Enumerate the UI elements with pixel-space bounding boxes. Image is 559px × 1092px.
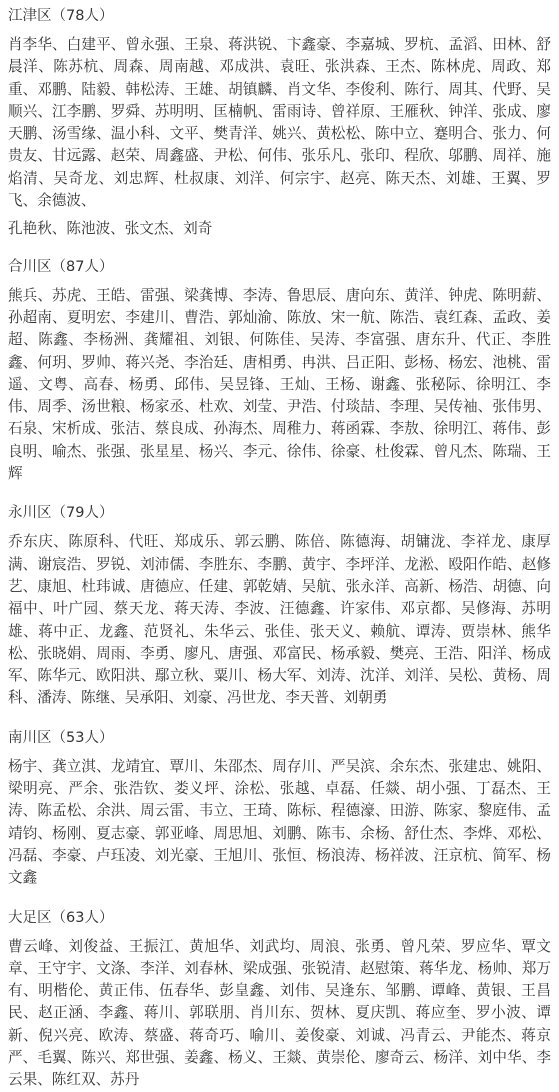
section-header-yongchuan: 永川区（79人） (8, 505, 114, 522)
section-header-hechuan: 合川区（87人） (8, 258, 114, 275)
name-list-hechuan: 熊兵、苏虎、王皓、雷强、梁龚博、李涛、鲁思辰、唐向东、黄洋、钟虎、陈明薪、孙超南、夏明宏、李建川、曹浩、郭灿渝、陈放、宋一航、陈浩、袁红森、孟政、姜超、陈鑫、李杨洲、龚耀祖、刘银、何陈佳、吴涛、李富强、唐东升、代正、李胜鑫、何玥、罗帅、蒋兴尧、李治廷、唐相勇、冉洪、吕正阳、彭杨、杨宏、池桃、雷遥、文粤、高春、杨勇、邱伟、吴昱锋、王灿、王杨、谢鑫、张秘际、徐明江、李伟、周季、汤世粮、杨家丞、杜欢、刘莹、尹浩、付琰喆、李理、吴传袖、张伟男、石泉、宋析成、张洁、蔡良成、孙海杰、周稚力、蒋函霖、李敖、徐明江、蒋伟、彭良明、喻杰、张强、张星星、杨兴、李元、徐伟、徐豪、杜俊霖、曾凡杰、陈瑞、王辉 (8, 286, 551, 483)
section-header-dazu: 大足区（63人） (8, 909, 114, 926)
name-list-jiangjin: 肖李华、白建平、曾永强、王泉、蒋洪锐、卞鑫豪、李嘉城、罗杭、孟滔、田林、舒晨洋、陈苏杭、周森、周南越、邓成洪、袁旺、张洪森、王杰、陈林虎、周政、郑重、邓鹏、陆毅、韩松涛、王雄、胡镇麟、肖文华、李俊利、陈行、周其、代野、吴顺兴、江李鹏、罗舜、苏明明、匡楠帆、雷雨诗、曾祥原、王雁秋、钟洋、张成、廖天鹏、汤雪缘、温小科、文平、樊青洋、姚兴、黄松松、陈中立、蹇明合、张力、何贵友、甘远露、赵荣、周鑫盛、尹松、何伟、张乐凡、张印、程欣、邬鹏、周祥、施焰清、吴奇龙、刘忠辉、杜叔康、刘洋、何宗宇、赵亮、陈天杰、刘雄、王翼、罗飞、余德波、 (8, 36, 551, 210)
name-list-nanchuan: 杨宇、龚立淇、龙靖宜、覃川、朱邵杰、周存川、严吴滨、余东杰、张建忠、姚阳、梁明亮、严余、张浩钦、娄义坪、涂松、张越、卓磊、任燚、胡小强、丁磊杰、王涛、陈孟松、余洪、周云雷、韦立、王琦、陈标、程德濠、田游、陈家、黎庭伟、孟靖钧、杨刚、夏志豪、郭亚峰、周思旭、刘鹏、陈韦、余杨、舒仕杰、李烨、邓松、冯磊、李豪、卢珏凌、刘光豪、王旭川、张恒、杨浪涛、杨祥波、汪京杭、简军、杨文鑫 (8, 757, 551, 887)
name-list-dazu: 曹云峰、刘俊益、王振江、黄旭华、刘武均、周浪、张勇、曾凡荣、罗应华、覃文章、王守宇、文涤、李洋、刘春林、梁成强、张锐清、赵慰策、蒋华龙、杨帅、郑万有、明楷伦、黄正伟、伍春华、彭皇鑫、刘伟、吴逢东、邹鹏、谭峰、黄银、王昌民、赵正涵、李鑫、蒋川、郭联朋、肖川东、贺林、夏庆凯、蒋应奎、罗小波、谭新、倪兴亮、欧涛、蔡盛、蒋奇巧、喻川、姜俊豪、刘诚、冯青云、尹能杰、蒋京严、毛翼、陈兴、郑世强、姜鑫、杨义、王燚、黄崇伦、廖奇云、杨洋、刘中华、李云果、陈红双、苏丹 (8, 937, 551, 1089)
section-header-nanchuan: 南川区（53人） (8, 729, 114, 746)
name-list-jiangjin-extra: 孔艳秋、陈池波、张文杰、刘奇 (8, 220, 213, 238)
section-header-jiangjin: 江津区（78人） (8, 8, 114, 24)
name-list-yongchuan: 乔东庆、陈原科、代旺、郑成乐、郭云鹏、陈倍、陈德海、胡镛泷、李祥龙、康厚满、谢宸浩、罗锐、刘沛儒、李胜东、李鹏、黄宇、李坪洋、龙淞、殴阳作皓、赵修艺、康旭、杜玮诚、唐德应、任建、郭乾婧、吴航、张永洋、高新、杨浩、胡德、向福中、叶广园、蔡天龙、蒋天涛、李波、汪德鑫、许家伟、邓京都、吴修海、苏明雄、蒋中正、龙鑫、范贤礼、朱华云、张佳、张天义、赖航、谭涛、贾崇林、熊华松、张晓娟、周雨、李勇、廖凡、唐强、邓富民、杨承毅、樊亮、王浩、阳洋、杨成军、陈华元、欧阳洪、鄢立秋、粟川、杨大军、刘涛、沈洋、刘洋、吴松、黄杨、周科、潘涛、陈继、吴承阳、刘豪、冯世龙、李天普、刘朝勇 (8, 533, 551, 707)
